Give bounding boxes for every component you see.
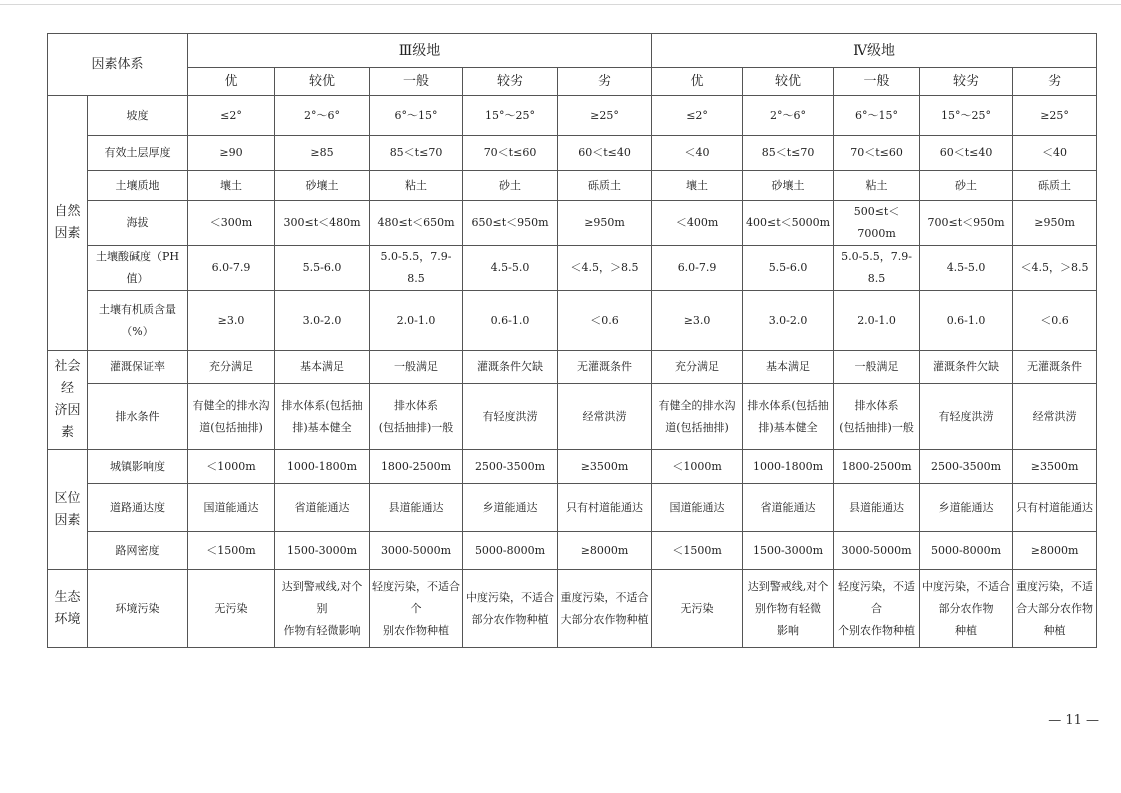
table-row xyxy=(48,246,1097,291)
factor-label: 环境污染 xyxy=(88,570,188,648)
table-cell: 70＜t≤60 xyxy=(463,136,558,171)
table-cell: 有健全的排水沟 道(包括抽排) xyxy=(652,384,743,450)
factor-label: 坡度 xyxy=(88,96,188,136)
table-cell: 400≤t＜5000m xyxy=(743,201,834,246)
table-cell: 1000-1800m xyxy=(743,450,834,484)
table-cell: 有轻度洪涝 xyxy=(920,384,1013,450)
table-cell: 2.0-1.0 xyxy=(370,291,463,351)
table-cell: 15°～25° xyxy=(920,96,1013,136)
table-cell: 灌溉条件欠缺 xyxy=(463,351,558,384)
table-cell: 700≤t＜950m xyxy=(920,201,1013,246)
factor-label: 有效土层厚度 xyxy=(88,136,188,171)
table-cell: 砾质土 xyxy=(558,171,652,201)
table-row xyxy=(48,201,1097,246)
table-cell: 2500-3500m xyxy=(920,450,1013,484)
table-cell: ＜300m xyxy=(188,201,275,246)
group-label: 自然 因素 xyxy=(48,96,88,351)
table-row xyxy=(48,351,1097,384)
factor-label: 灌溉保证率 xyxy=(88,351,188,384)
table-cell: ＜1000m xyxy=(188,450,275,484)
table-cell: 经常洪涝 xyxy=(1013,384,1097,450)
table-cell: 灌溉条件欠缺 xyxy=(920,351,1013,384)
table-cell: 85＜t≤70 xyxy=(370,136,463,171)
table-cell: 5000-8000m xyxy=(463,532,558,570)
factor-label: 道路通达度 xyxy=(88,484,188,532)
table-cell: 达到警戒线,对个别 作物有轻微影响 xyxy=(275,570,370,648)
table-row xyxy=(48,450,1097,484)
grade-header: 较优 xyxy=(275,68,370,96)
table-cell: 6.0-7.9 xyxy=(652,246,743,291)
group-label: 区位 因素 xyxy=(48,450,88,570)
table-cell: ≥85 xyxy=(275,136,370,171)
table-cell: 5.5-6.0 xyxy=(275,246,370,291)
table-cell: 省道能通达 xyxy=(275,484,370,532)
table-cell: 中度污染，不适合 部分农作物种植 xyxy=(463,570,558,648)
table-cell: 砂壤土 xyxy=(275,171,370,201)
table-cell: 6°～15° xyxy=(834,96,920,136)
table-cell: ≥950m xyxy=(558,201,652,246)
factor-label: 城镇影响度 xyxy=(88,450,188,484)
grade-header: 一般 xyxy=(834,68,920,96)
table-cell: 1000-1800m xyxy=(275,450,370,484)
table-cell: ＜1500m xyxy=(188,532,275,570)
table-cell: 2500-3500m xyxy=(463,450,558,484)
grade-header: 优 xyxy=(652,68,743,96)
grade-header: 较劣 xyxy=(920,68,1013,96)
table-cell: 充分满足 xyxy=(652,351,743,384)
table-cell: 15°～25° xyxy=(463,96,558,136)
table-cell: ＜0.6 xyxy=(1013,291,1097,351)
table-cell: 基本满足 xyxy=(743,351,834,384)
land-evaluation-table xyxy=(47,33,1097,648)
table-cell: 砂土 xyxy=(463,171,558,201)
table-cell: 4.5-5.0 xyxy=(463,246,558,291)
table-cell: 经常洪涝 xyxy=(558,384,652,450)
table-cell: 2.0-1.0 xyxy=(834,291,920,351)
table-cell: ≥25° xyxy=(1013,96,1097,136)
table-cell: 轻度污染，不适合 个别农作物种植 xyxy=(834,570,920,648)
table-cell: 只有村道能通达 xyxy=(1013,484,1097,532)
table-cell: ≥8000m xyxy=(558,532,652,570)
table-cell: ≤2° xyxy=(188,96,275,136)
table-row xyxy=(48,136,1097,171)
table-cell: 2°～6° xyxy=(743,96,834,136)
table-cell: 县道能通达 xyxy=(834,484,920,532)
factor-label: 土壤质地 xyxy=(88,171,188,201)
table-cell: 3.0-2.0 xyxy=(743,291,834,351)
grade-header: 优 xyxy=(188,68,275,96)
table-cell: 粘土 xyxy=(370,171,463,201)
table-cell: 5000-8000m xyxy=(920,532,1013,570)
table-cell: 只有村道能通达 xyxy=(558,484,652,532)
table-cell: 排水体系 (包括抽排)一般 xyxy=(370,384,463,450)
table-row xyxy=(48,171,1097,201)
evaluation-sheet xyxy=(47,33,1097,648)
group-label: 社会经 济因素 xyxy=(48,351,88,450)
table-cell: ＜400m xyxy=(652,201,743,246)
table-cell: 排水体系(包括抽 排)基本健全 xyxy=(743,384,834,450)
factor-label: 土壤酸碱度（PH 值） xyxy=(88,246,188,291)
table-cell: 3000-5000m xyxy=(834,532,920,570)
table-row xyxy=(48,570,1097,648)
header-row-levels xyxy=(48,34,1097,68)
group-label: 生态 环境 xyxy=(48,570,88,648)
table-cell: 县道能通达 xyxy=(370,484,463,532)
table-cell: ＜1000m xyxy=(652,450,743,484)
grade-header: 一般 xyxy=(370,68,463,96)
table-row xyxy=(48,532,1097,570)
table-cell: ＜1500m xyxy=(652,532,743,570)
grade-header: 劣 xyxy=(1013,68,1097,96)
header-row-grades xyxy=(48,68,1097,96)
table-cell: 壤土 xyxy=(188,171,275,201)
table-cell: ≥3500m xyxy=(558,450,652,484)
table-cell: ＜4.5，＞8.5 xyxy=(1013,246,1097,291)
table-cell: 60＜t≤40 xyxy=(920,136,1013,171)
table-cell: 重度污染，不适合 大部分农作物种植 xyxy=(558,570,652,648)
table-cell: 无污染 xyxy=(188,570,275,648)
table-cell: 无污染 xyxy=(652,570,743,648)
table-cell: 3000-5000m xyxy=(370,532,463,570)
table-cell: 排水体系(包括抽 排)基本健全 xyxy=(275,384,370,450)
table-cell: 无灌溉条件 xyxy=(1013,351,1097,384)
factor-label: 海拔 xyxy=(88,201,188,246)
table-cell: ＜0.6 xyxy=(558,291,652,351)
table-cell: 480≤t＜650m xyxy=(370,201,463,246)
table-cell: 乡道能通达 xyxy=(920,484,1013,532)
corner-header: 因素体系 xyxy=(48,34,188,96)
table-cell: 一般满足 xyxy=(370,351,463,384)
factor-label: 土壤有机质含量 （%） xyxy=(88,291,188,351)
table-cell: ＜40 xyxy=(1013,136,1097,171)
table-cell: ≥950m xyxy=(1013,201,1097,246)
table-cell: 无灌溉条件 xyxy=(558,351,652,384)
table-cell: 中度污染，不适合 部分农作物 种植 xyxy=(920,570,1013,648)
table-cell: 砂壤土 xyxy=(743,171,834,201)
table-cell: 6.0-7.9 xyxy=(188,246,275,291)
table-cell: ≥3.0 xyxy=(652,291,743,351)
table-cell: 650≤t＜950m xyxy=(463,201,558,246)
table-cell: 国道能通达 xyxy=(188,484,275,532)
table-cell: 排水体系 (包括抽排)一般 xyxy=(834,384,920,450)
table-cell: 5.5-6.0 xyxy=(743,246,834,291)
table-cell: 60＜t≤40 xyxy=(558,136,652,171)
table-cell: 砾质土 xyxy=(1013,171,1097,201)
factor-label: 排水条件 xyxy=(88,384,188,450)
table-cell: 轻度污染，不适合个 别农作物种植 xyxy=(370,570,463,648)
table-cell: ≥25° xyxy=(558,96,652,136)
table-cell: 500≤t＜7000m xyxy=(834,201,920,246)
table-cell: 5.0-5.5，7.9-8.5 xyxy=(370,246,463,291)
table-cell: 0.6-1.0 xyxy=(920,291,1013,351)
table-cell: 70＜t≤60 xyxy=(834,136,920,171)
table-cell: 粘土 xyxy=(834,171,920,201)
table-cell: 省道能通达 xyxy=(743,484,834,532)
table-cell: 5.0-5.5，7.9-8.5 xyxy=(834,246,920,291)
table-cell: 85＜t≤70 xyxy=(743,136,834,171)
grade-header: 较劣 xyxy=(463,68,558,96)
table-cell: 一般满足 xyxy=(834,351,920,384)
table-row xyxy=(48,96,1097,136)
table-cell: 3.0-2.0 xyxy=(275,291,370,351)
table-cell: 300≤t＜480m xyxy=(275,201,370,246)
grade-header: 较优 xyxy=(743,68,834,96)
table-row xyxy=(48,384,1097,450)
table-cell: 1500-3000m xyxy=(275,532,370,570)
table-cell: 充分满足 xyxy=(188,351,275,384)
table-cell: 壤土 xyxy=(652,171,743,201)
table-cell: 重度污染，不适 合大部分农作物 种植 xyxy=(1013,570,1097,648)
table-cell: 国道能通达 xyxy=(652,484,743,532)
grade-header: 劣 xyxy=(558,68,652,96)
table-row xyxy=(48,484,1097,532)
table-cell: 有健全的排水沟 道(包括抽排) xyxy=(188,384,275,450)
table-cell: 4.5-5.0 xyxy=(920,246,1013,291)
level-iii-header: Ⅲ级地 xyxy=(188,34,652,68)
table-cell: 1800-2500m xyxy=(834,450,920,484)
table-cell: 砂土 xyxy=(920,171,1013,201)
level-iv-header: Ⅳ级地 xyxy=(652,34,1097,68)
table-cell: 1500-3000m xyxy=(743,532,834,570)
table-cell: 达到警戒线,对个 别作物有轻微 影响 xyxy=(743,570,834,648)
table-cell: 乡道能通达 xyxy=(463,484,558,532)
table-cell: 2°～6° xyxy=(275,96,370,136)
table-cell: 基本满足 xyxy=(275,351,370,384)
table-cell: ≥3500m xyxy=(1013,450,1097,484)
table-cell: 0.6-1.0 xyxy=(463,291,558,351)
page-top-rule xyxy=(0,4,1121,5)
table-cell: ≥3.0 xyxy=(188,291,275,351)
table-row xyxy=(48,291,1097,351)
table-cell: ≤2° xyxy=(652,96,743,136)
table-cell: ＜4.5，＞8.5 xyxy=(558,246,652,291)
table-cell: ≥8000m xyxy=(1013,532,1097,570)
table-cell: ＜40 xyxy=(652,136,743,171)
table-cell: 有轻度洪涝 xyxy=(463,384,558,450)
table-cell: 6°～15° xyxy=(370,96,463,136)
table-cell: ≥90 xyxy=(188,136,275,171)
page-number: — 11 — xyxy=(1048,713,1099,728)
table-cell: 1800-2500m xyxy=(370,450,463,484)
factor-label: 路网密度 xyxy=(88,532,188,570)
